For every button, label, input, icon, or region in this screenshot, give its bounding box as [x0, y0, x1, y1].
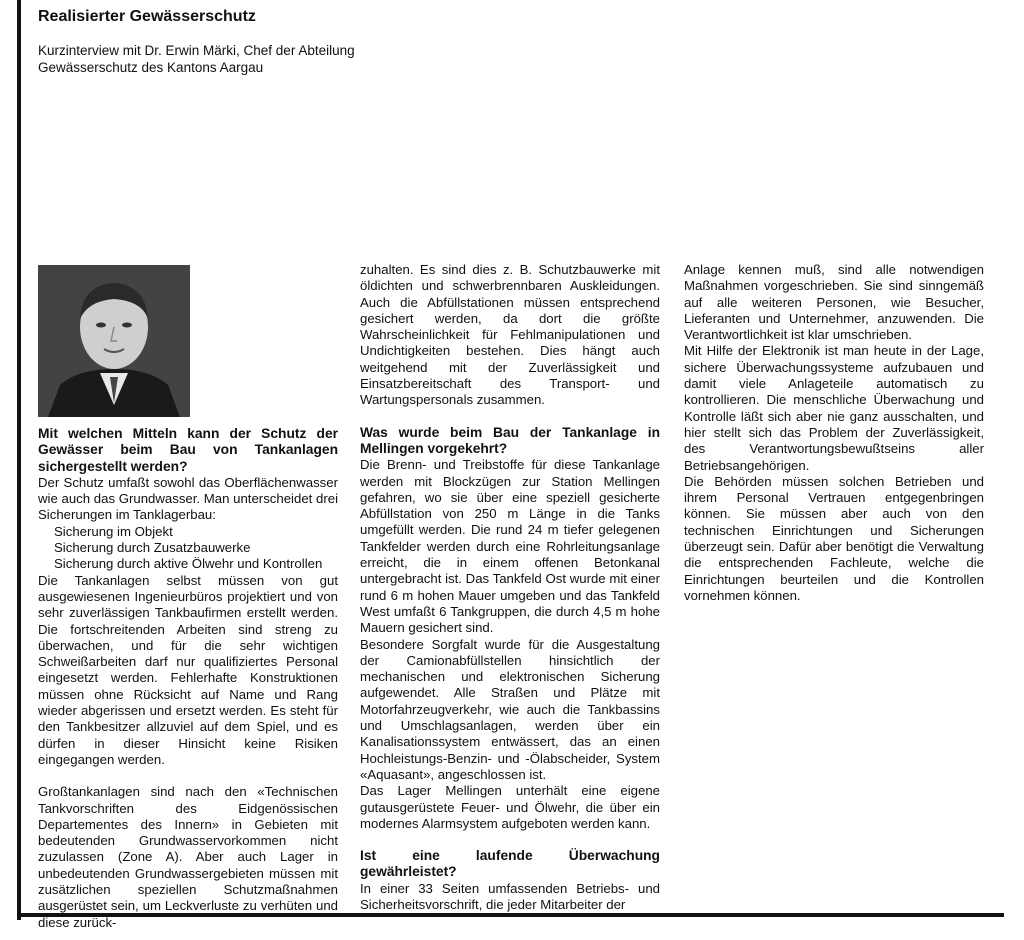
- body-paragraph: Das Lager Mellingen unterhält eine eigene gutausgerüstete Feuer- und Ölwehr, die über ein modernes Alarmsystem aufgeboten werden kann.: [360, 783, 660, 831]
- column-3: [684, 262, 984, 604]
- question-heading: Was wurde beim Bau der Tankanlage in Mellingen vorgekehrt?: [360, 424, 660, 456]
- question-heading: Mit welchen Mitteln kann der Schutz der Gewässer beim Bau von Tankanlagen sichergestellt werden?: [38, 426, 338, 474]
- body-paragraph: Anlage kennen muß, sind alle notwendigen Maßnahmen vorgeschrieben. Sie sind sinngemäß auf alle weiteren Personen, wie Besucher, Lieferanten und Unternehmer, anzuwenden. Die Verantwortlichkeit ist klar umschrieben.: [684, 262, 984, 343]
- article-subtitle: Kurzinterview mit Dr. Erwin Märki, Chef der Abteilung Gewässerschutz des Kantons Aargau: [38, 43, 355, 75]
- list-item: Sicherung im Objekt: [54, 523, 173, 539]
- portrait-photo: [38, 265, 190, 417]
- body-paragraph: Mit Hilfe der Elektronik ist man heute in der Lage, sichere Überwachungssysteme aufzubauen und damit viele Anlageteile automatisch zu kontrollieren. Die menschliche Überwachung und Kontrolle läßt sich aber nie ganz ausschalten, und hier stellt sich das Problem der Zuverlässigkeit, des Verantwortungsbewußtseins aller Betriebsangehörigen.: [684, 343, 984, 473]
- body-paragraph: Besondere Sorgfalt wurde für die Ausgestaltung der Camionabfüllstellen hinsichtlich der mechanischen und elektronischen Sicherung aufgewendet. Alle Straßen und Plätze mit Motorfahrzeugverkehr, wie auch die Tankbassins und Umschlagsanlagen, werden über ein Kanalisationssystem entwässert, das an einen Hochleistungs-Benzin- und -Ölabscheider, System «Aquasant», angeschlossen ist.: [360, 636, 660, 782]
- body-paragraph: Die Brenn- und Treibstoffe für diese Tankanlage werden mit Blockzügen zur Station Mellingen gefahren, wo sie über eine speziell gesicherte Abfüllstation von 250 m Länge in die Tanks umgefüllt werden. Die rund 24 m tiefer gelegenen Tankfelder werden durch eine Rohrleitungsanlage erreicht, die in einem offenen Betonkanal untergebracht ist. Das Tankfeld Ost wurde mit einer rund 6 m hohen Mauer umgeben und das Tankfeld West umfaßt 6 Tankgruppen, die durch 4,5 m hohe Mauern gesichert sind.: [360, 457, 660, 636]
- body-paragraph: zuhalten. Es sind dies z. B. Schutzbauwerke mit öldichten und schwerbrennbaren Auskleidungen. Auch die Abfüllstationen müssen entsprechend gesichert werden, da dort die größte Wahrscheinlichkeit für Fehlmanipulationen und Undichtigkeiten bestehen. Dies hängt auch weitgehend mit der Zuverlässigkeit und Einsatzbereitschaft des Transport- und Wartungspersonals zusammen.: [360, 262, 660, 408]
- body-paragraph: In einer 33 Seiten umfassenden Betriebs- und Sicherheitsvorschrift, die jeder Mitarbeiter der: [360, 880, 660, 912]
- body-paragraph: Der Schutz umfaßt sowohl das Oberflächenwasser wie auch das Grundwasser. Man unterscheidet drei Sicherungen im Tanklagerbau:: [38, 474, 338, 523]
- article-header: [38, 8, 368, 76]
- body-paragraph: Die Tankanlagen selbst müssen von gut ausgewiesenen Ingenieurbüros projektiert und von sehr zuverlässigen Tankbaufirmen erstellt werden. Die fortschreitenden Arbeiten sind streng zu überwachen, und für die sehr wichtigen Schweißarbeiten darf nur qualifiziertes Personal eingesetzt werden. Fehlerhafte Konstruktionen müssen ohne Rücksicht auf Name und Rang wieder abgerissen und ersetzt werden. Es steht für den Tankbesitzer allzuviel auf dem Spiel, und es dürfen in dieser Hinsicht keine Risiken eingegangen werden.: [38, 572, 338, 767]
- list-item: Sicherung durch aktive Ölwehr und Kontrollen: [54, 556, 323, 572]
- list-item: Sicherung durch Zusatzbauwerke: [54, 540, 251, 556]
- body-paragraph: Großtankanlagen sind nach den «Technischen Tankvorschriften des Eidgenössischen Departementes des Innern» in Gebieten mit bedeutenden Grundwasservorkommen nicht zuzulassen (Zone A). Aber auch Lager in unbedeutenden Grundwassergebieten müssen mit zusätzlichen speziellen Schutzmaßnahmen ausgerüstet sein, um Leckverluste zu verhüten und diese zurück-: [38, 784, 338, 930]
- question-heading: Ist eine laufende Überwachung gewährleistet?: [360, 848, 660, 880]
- body-paragraph: Die Behörden müssen solchen Betrieben und ihrem Personal Vertrauen entgegenbringen können. Sie müssen aber auch von den technischen Einrichtungen und Sicherungen überzeugt sein. Dafür aber benötigt die Verwaltung die entsprechenden Fachleute, welche die Einrichtungen beurteilen und die Kontrollen vornehmen können.: [684, 473, 984, 603]
- column-2: [360, 262, 660, 913]
- article-title: Realisierter Gewässerschutz: [38, 8, 256, 25]
- column-1: [38, 265, 338, 931]
- left-border-rule: [17, 0, 21, 920]
